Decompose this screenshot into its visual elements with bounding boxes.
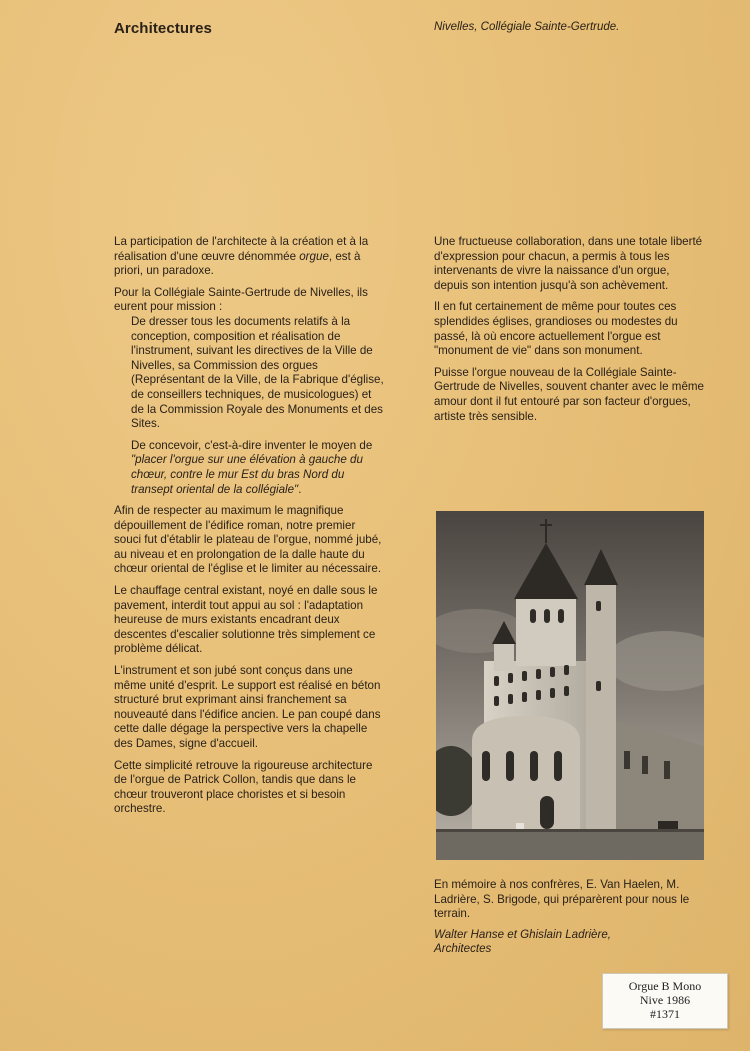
paragraph [114,235,384,279]
paragraph: Afin de respecter au maximum le magnifique dépouillement de l'édifice roman, notre premier souci fut d'établir le plateau de l'orgue, nommé jubé, au niveau et en prolongation de la dalle haute du chœur oriental de l'église et le limiter au nécessaire. [114,504,382,576]
page-title: Architectures [114,20,213,37]
church-illustration [436,511,704,860]
text-run: La participation de l'architecte à la création et à la réalisation d'une œuvre dénommée [114,235,369,263]
signature-role: Architectes [434,942,492,956]
memorial-text: En mémoire à nos confrères, E. Van Haelen, M. Ladrière, S. Brigode, qui préparèrent pour nous le terrain. [434,878,690,921]
text-run: , est à priori, un paradoxe. [114,249,361,278]
church-photograph [436,511,704,860]
text-run: De concevoir, c'est-à-dire inventer le moyen de [131,438,373,452]
emphasis-text: orgue [299,249,329,263]
library-label-sticker [602,973,728,1029]
emphasis-text: "placer l'orgue sur une élévation à gauche du chœur, contre le mur Est du bras Nord du transept oriental de la collégiale" [131,453,363,496]
paragraph: Cette simplicité retrouve la rigoureuse architecture de l'orgue de Patrick Collon, tandis que dans le chœur trouveront place choristes et si besoin orchestre. [114,758,373,816]
paragraph: Une fructueuse collaboration, dans une totale liberté d'expression pour chacun, a permis à tous les intervenants de vivre la naissance d'un orgue, depuis son intention jusqu'à son achèvement. [434,235,703,292]
page-caption: Nivelles, Collégiale Sainte-Gertrude. [434,21,620,33]
label-line: Orgue B Mono [628,979,702,993]
right-text-column [434,235,704,431]
label-line: Nive 1986 [639,993,691,1007]
text-run: . [298,482,302,496]
paragraph: Puisse l'orgue nouveau de la Collégiale Sainte-Gertrude de Nivelles, souvent chanter avec le même amour dont il fut entouré par son facteur d'orgues, artiste très sensible. [434,365,705,423]
indented-paragraph [114,439,384,497]
paragraph: L'instrument et son jubé sont conçus dans une même unité d'esprit. Le support est réalisé en béton structuré brut exprimant ainsi franchement sa nouveauté dans l'édifice ancien. Le pan coupé dans cette dalle dégage la perspective vers la chapelle des Dames, signe d'accueil. [114,664,381,750]
indented-paragraph: De dresser tous les documents relatifs à la conception, composition et réalisation de l'instrument, suivant les directives de la Ville de Nivelles, sa Commission des orgues (Représentant de la Ville, de la Fabrique d'église, de conseillers techniques, de musicologues) et de la Commission Royale des Monuments et des Sites. [131,314,384,431]
left-text-column [114,235,384,824]
paragraph: Il en fut certainement de même pour toutes ces splendides églises, grandioses ou modestes du passé, là où encore actuellement l'orgue est "monument de vie" dans son monument. [434,300,678,358]
paragraph: Pour la Collégiale Sainte-Gertrude de Nivelles, ils eurent pour mission : [114,285,368,314]
label-line: #1371 [650,1007,680,1021]
signature [434,928,704,957]
signature-names: Walter Hanse et Ghislain Ladrière, [434,927,611,941]
paragraph: Le chauffage central existant, noyé en dalle sous le pavement, interdit tout appui au sol : l'adaptation heureuse de murs existants encadrant deux descentes d'escalier solutionne très simplement ce problème délicat. [114,584,378,656]
memorial-note [434,878,704,963]
